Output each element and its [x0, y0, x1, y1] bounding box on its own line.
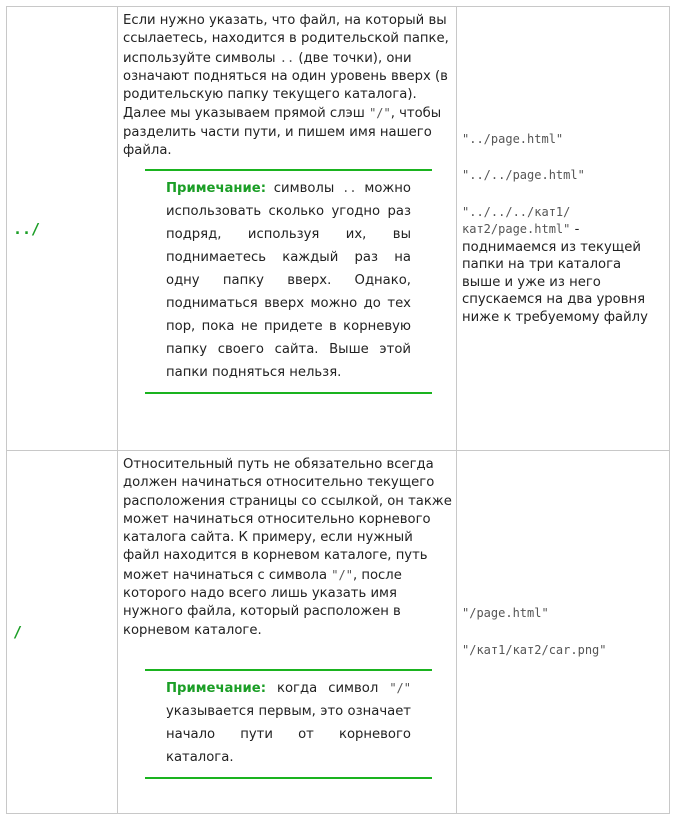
example-code: "/page.html" — [462, 606, 549, 620]
example-item — [462, 204, 663, 327]
examples-cell — [457, 7, 670, 451]
example-code: "../page.html" — [462, 131, 564, 146]
inline-code: .. — [342, 181, 357, 196]
description-part: , чтобы разделить части пути, и пишем имя нашего файла. — [123, 106, 442, 159]
examples-list — [457, 131, 669, 327]
inline-code: "/" — [369, 106, 391, 121]
example-item — [462, 605, 663, 623]
symbol-cell — [7, 7, 118, 451]
note-label: Примечание: — [166, 181, 266, 197]
example-item — [462, 642, 663, 660]
inline-code: "/" — [389, 680, 411, 695]
example-description: - поднимаемся из текущей папки на три каталога выше и уже из него спускаемся на два уровня ниже к требуемому файлу — [462, 222, 648, 325]
description-cell — [118, 451, 457, 814]
description-text — [118, 451, 456, 640]
description-cell — [118, 7, 457, 451]
description-part: (две точки), они означают подняться на один уровень вверх (в родительскую папку текущего каталога). Далее мы указываем прямой слэш — [123, 50, 448, 122]
description-part: Относительный путь не обязательно всегда должен начинаться относительно текущего расположения страницы со ссылкой, он также может начинаться относительно корневого каталога сайта. К примеру, если нужный файл находится в корневом каталоге, путь может начинаться с символа — [123, 457, 452, 583]
symbol-parent-dir: ../ — [13, 219, 41, 238]
inline-code: .. — [279, 50, 295, 65]
note-label: Примечание: — [166, 680, 266, 696]
description-part: Если нужно указать, что файл, на который вы ссылаетесь, находится в родительской папке, используйте символы — [123, 13, 449, 66]
example-code: "../../../кат1/кат2/page.html" — [462, 204, 571, 237]
table-row — [7, 451, 670, 814]
table-row — [7, 7, 670, 451]
note-text: можно использовать сколько угодно раз подряд, используя их, вы поднимаетесь каждый раз на одну папку вверх. Однако, подниматься вверх можно до тех пор, пока не придете в корневую папку своего сайта. Выше этой папки подняться нельзя. — [166, 181, 411, 381]
note-box — [145, 169, 432, 394]
example-code: "/кат1/кат2/car.png" — [462, 642, 607, 657]
description-text — [118, 7, 456, 160]
description-part: , после которого надо всего лишь указать имя нужного файла, который расположен в корневом каталоге. — [123, 567, 402, 638]
note-text: символы — [265, 181, 343, 197]
example-item — [462, 131, 663, 149]
paths-table — [6, 6, 670, 814]
inline-code: "/" — [331, 567, 353, 582]
note-text: указывается первым, это означает начало пути от корневого каталога. — [166, 703, 411, 765]
symbol-cell — [7, 451, 118, 814]
note-text: когда символ — [265, 680, 390, 696]
note-box — [145, 669, 432, 779]
example-item — [462, 167, 663, 185]
example-code: "../../page.html" — [462, 168, 585, 183]
symbol-root-dir: / — [13, 623, 23, 641]
examples-cell — [457, 451, 670, 814]
examples-list — [457, 605, 669, 659]
